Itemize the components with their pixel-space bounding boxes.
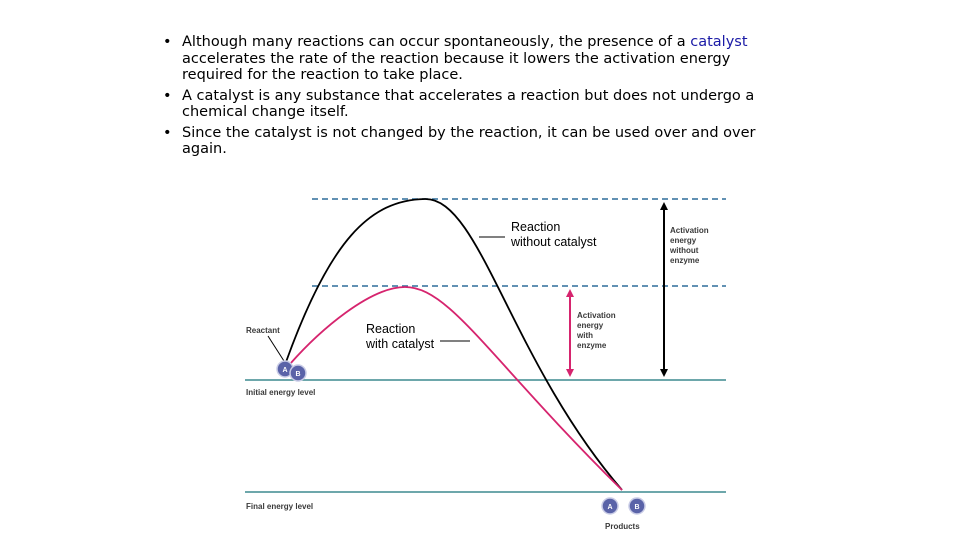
- label-final-energy-level: Final energy level: [246, 502, 314, 511]
- product-molecules: [602, 498, 645, 514]
- leader-reactant: [268, 336, 284, 361]
- label-activation-without-enzyme: Activation energy without enzyme: [670, 226, 709, 265]
- bullet-text: A catalyst is any substance that accelerates a reaction but does not undergo a chemical change itself.: [182, 87, 755, 120]
- reactant-molecules: [277, 361, 306, 381]
- label-products: Products: [605, 522, 640, 531]
- catalyzed-curve: [290, 287, 622, 490]
- bullet-text: Although many reactions can occur spontaneously, the presence of a: [182, 34, 691, 50]
- label-with-catalyst: Reaction with catalyst: [366, 322, 435, 351]
- label-reactant: Reactant: [246, 326, 280, 335]
- bullet-text: Since the catalyst is not changed by the reaction, it can be used over and over again.: [182, 124, 756, 157]
- bullet-dot: •: [163, 124, 172, 141]
- bullet-dot: •: [163, 34, 172, 50]
- molecule-a-label: A: [607, 504, 613, 511]
- keyword-catalyst: catalyst: [690, 34, 748, 50]
- molecule-b-label: B: [295, 371, 301, 378]
- molecule-b-label: B: [634, 504, 640, 511]
- label-without-catalyst: Reaction without catalyst: [511, 220, 597, 249]
- label-activation-with-enzyme: Activation energy with enzyme: [577, 311, 616, 350]
- label-initial-energy-level: Initial energy level: [246, 388, 316, 397]
- bullet-text-rest: accelerates the rate of the reaction because it lowers the activation energy required for the reaction to take place.: [182, 50, 731, 83]
- bullet-dot: •: [163, 87, 172, 104]
- molecule-a-label: A: [282, 367, 288, 374]
